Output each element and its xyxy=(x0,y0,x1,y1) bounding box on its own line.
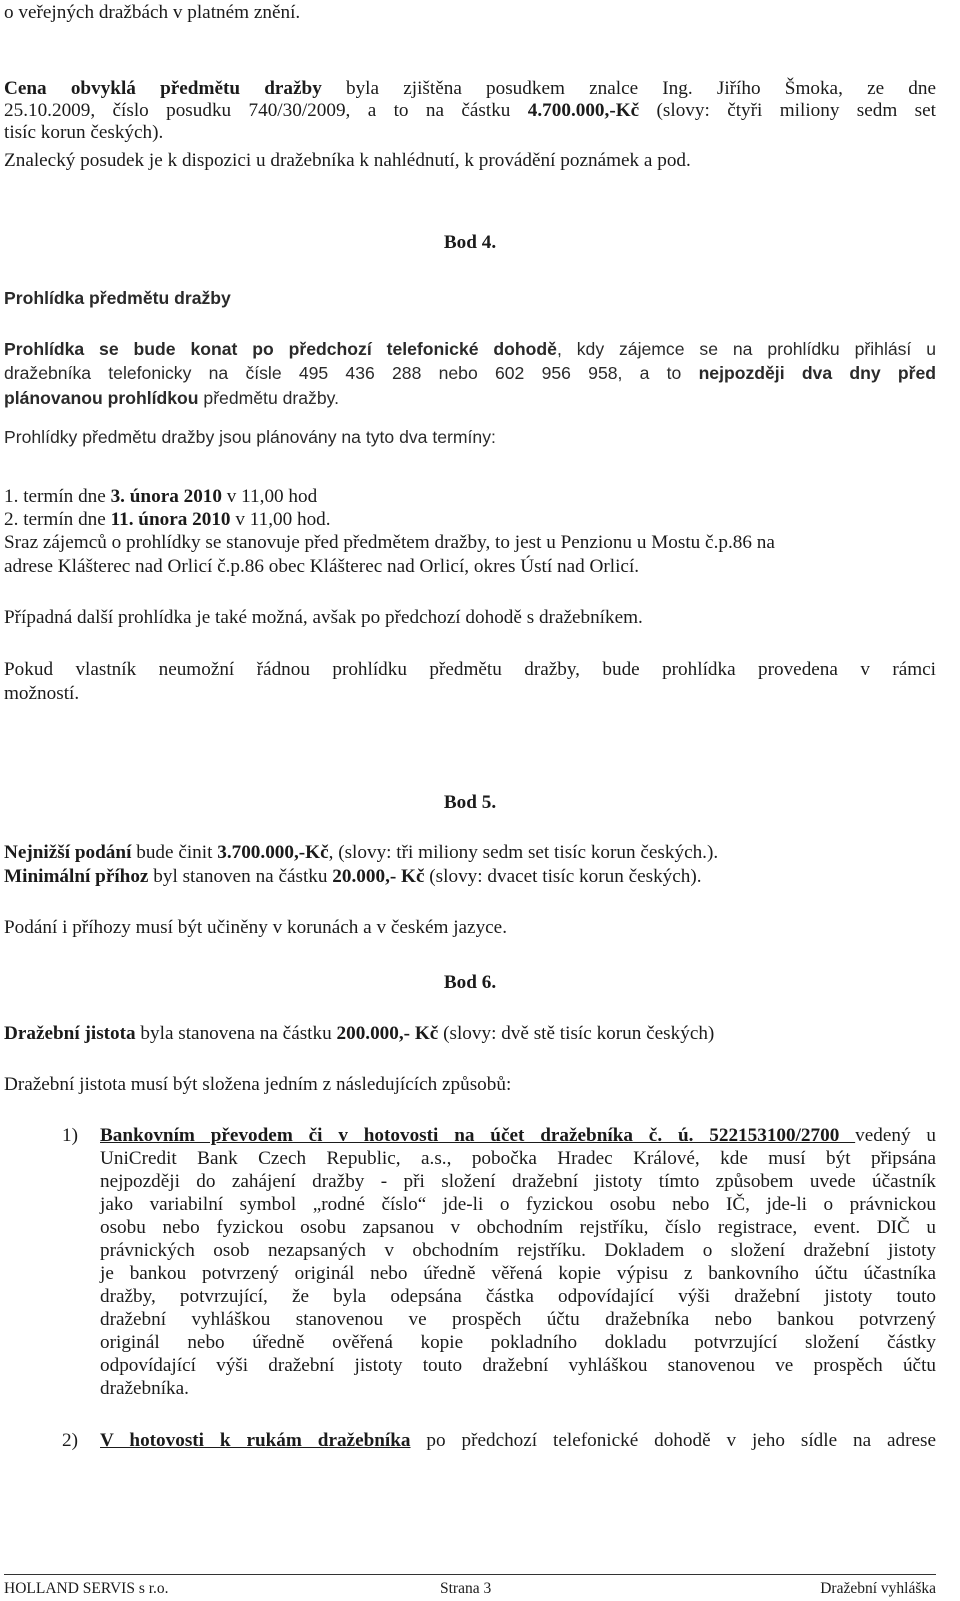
inspection-term-2 xyxy=(4,509,331,531)
inspection-line-1 xyxy=(4,338,936,360)
list-number: 2) xyxy=(62,1430,78,1451)
valuation-line-3: tisíc korun českých). xyxy=(4,122,164,143)
minimum-bid-label: Nejnižší podání xyxy=(4,842,132,863)
inspection-term-1 xyxy=(4,486,317,508)
footer-page-number: Strana 3 xyxy=(440,1580,492,1597)
minimum-increment-amount: 20.000,- Kč xyxy=(332,866,425,887)
list-number: 1) xyxy=(62,1125,78,1146)
valuation-line-2 xyxy=(4,100,936,122)
minimum-increment-label: Minimální příhoz xyxy=(4,866,149,887)
text-span: 1. termín dne xyxy=(4,486,111,507)
text-span: 2. termín dne xyxy=(4,509,111,530)
footer-company: HOLLAND SERVIS s r.o. xyxy=(4,1580,169,1597)
method-1-line-5: osobu nebo fyzickou osobu zapsanou v obchodním rejstříku, číslo registrace, event. DIČ u xyxy=(100,1217,936,1238)
text-span: po předchozí telefonické dohodě v jeho sídle na adrese xyxy=(410,1430,936,1451)
inspection-line-3 xyxy=(4,387,339,409)
owner-note-line-1: Pokud vlastník neumožní řádnou prohlídku předmětu dražby, bude prohlídka provedena v rámci xyxy=(4,659,936,680)
text-span: bude činit xyxy=(131,842,218,863)
text-span: (slovy: čtyři miliony sedm set xyxy=(639,100,936,121)
minimum-bid-amount: 3.700.000,-Kč xyxy=(217,842,329,863)
owner-note-line-2: možností. xyxy=(4,683,80,704)
term-date: 3. února 2010 xyxy=(110,486,222,507)
valuation-amount: 4.700.000,-Kč xyxy=(527,100,640,121)
deposit-label: Dražební jistota xyxy=(4,1023,136,1044)
text-span: v 11,00 hod xyxy=(221,486,318,507)
meeting-point-line-2: adrese Klášterec nad Orlicí č.p.86 obec Klášterec nad Orlicí, okres Ústí nad Orlicí. xyxy=(4,556,640,577)
inspection-line-2 xyxy=(4,362,936,384)
minimum-bid-line xyxy=(4,842,718,864)
text-span: , (slovy: tři miliony sedm set tisíc korun českých.). xyxy=(328,842,719,863)
deposit-line xyxy=(4,1023,714,1045)
cash-label: V hotovosti k rukám dražebníka xyxy=(100,1430,411,1451)
method-1-line-3: nejpozději do zahájení dražby - při složení dražební jistoty tímto způsobem uvede účastník xyxy=(100,1171,936,1192)
method-1-line-7: je bankou potvrzený originál nebo úředně věřená kopie výpisu z bankovního účtu účastníka xyxy=(100,1263,936,1284)
text-span: (slovy: dvacet tisíc korun českých). xyxy=(424,866,702,887)
valuation-label: Cena obvyklá předmětu dražby xyxy=(4,78,322,99)
text-line: o veřejných dražbách v platném znění. xyxy=(4,2,301,23)
method-2-line-1 xyxy=(100,1430,936,1452)
text-span: vedený u xyxy=(855,1125,936,1146)
section-heading-bod-4: Bod 4. xyxy=(443,232,497,253)
text-span: byla zjištěna posudkem znalce Ing. Jiřího Šmoka, ze dne xyxy=(321,78,937,99)
method-1-line-10: originál nebo úředně ověřená kopie pokladního dokladu potvrzující složení částky xyxy=(100,1332,936,1353)
text-span: 25.10.2009, číslo posudku 740/30/2009, a to na částku xyxy=(4,100,528,121)
inspection-label: Prohlídka se bude konat po předchozí telefonické dohodě xyxy=(4,339,557,359)
method-1-line-6: právnických osob nezapsaných v obchodním rejstříku. Dokladem o složení dražební jistoty xyxy=(100,1240,936,1261)
section-heading-bod-6: Bod 6. xyxy=(443,972,497,993)
deadline-emphasis: nejpozději dva dny před xyxy=(698,363,937,383)
minimum-increment-line xyxy=(4,866,702,888)
additional-inspection-note: Případná další prohlídka je také možná, avšak po předchozí dohodě s dražebníkem. xyxy=(4,607,643,628)
method-1-line-8: dražby, potvrzující, že byla odepsána částka odpovídající výši dražební jistoty touto xyxy=(100,1286,936,1307)
text-span: , kdy zájemce se na prohlídku přihlásí u xyxy=(556,339,937,359)
text-span: byl stanoven na částku xyxy=(148,866,333,887)
text-span: v 11,00 hod. xyxy=(230,509,331,530)
deadline-emphasis-2: plánovanou prohlídkou xyxy=(4,388,199,408)
section-heading-bod-5: Bod 5. xyxy=(443,792,497,813)
footer-divider xyxy=(4,1574,936,1575)
method-1-line-2: UniCredit Bank Czech Republic, a.s., pobočka Hradec Králové, kde musí být připsána xyxy=(100,1148,936,1169)
meeting-point-line-1: Sraz zájemců o prohlídky se stanovuje před předmětem dražby, to jest u Penzionu u Mostu č.p.86 na xyxy=(4,532,775,553)
method-1-line-12: dražebníka. xyxy=(100,1378,189,1399)
valuation-note: Znalecký posudek je k dispozici u dražebníka k nahlédnutí, k provádění poznámek a pod. xyxy=(4,150,691,171)
text-span: (slovy: dvě stě tisíc korun českých) xyxy=(438,1023,715,1044)
method-1-line-1 xyxy=(100,1125,936,1147)
inspection-terms-intro: Prohlídky předmětu dražby jsou plánovány na tyto dva termíny: xyxy=(4,427,496,447)
bank-transfer-label: Bankovním převodem či v hotovosti na účet dražebníka č. ú. 522153100/2700 xyxy=(100,1125,856,1146)
term-date: 11. února 2010 xyxy=(110,509,231,530)
text-span: dražebníka telefonicky na čísle 495 436 288 nebo 602 956 958, a to xyxy=(4,363,699,383)
valuation-line-1 xyxy=(4,78,936,100)
text-span: předmětu dražby. xyxy=(198,388,340,408)
text-span: byla stanovena na částku xyxy=(135,1023,337,1044)
footer-document-title: Dražební vyhláška xyxy=(820,1580,936,1597)
section-subtitle: Prohlídka předmětu dražby xyxy=(4,288,231,308)
deposit-amount: 200.000,- Kč xyxy=(336,1023,439,1044)
method-1-line-11: odpovídající výši dražební jistoty touto dražební vyhláškou stanovenou ve prospěch účtu xyxy=(100,1355,936,1376)
method-1-line-9: dražební vyhláškou stanovenou ve prospěch účtu dražebníka nebo bankou potvrzený xyxy=(100,1309,936,1330)
deposit-methods-intro: Dražební jistota musí být složena jedním z následujících způsobů: xyxy=(4,1074,512,1095)
currency-language-note: Podání i příhozy musí být učiněny v korunách a v českém jazyce. xyxy=(4,917,507,938)
method-1-line-4: jako variabilní symbol „rodné číslo“ jde-li o fyzickou osobu nebo IČ, jde-li o právnickou xyxy=(100,1194,936,1215)
